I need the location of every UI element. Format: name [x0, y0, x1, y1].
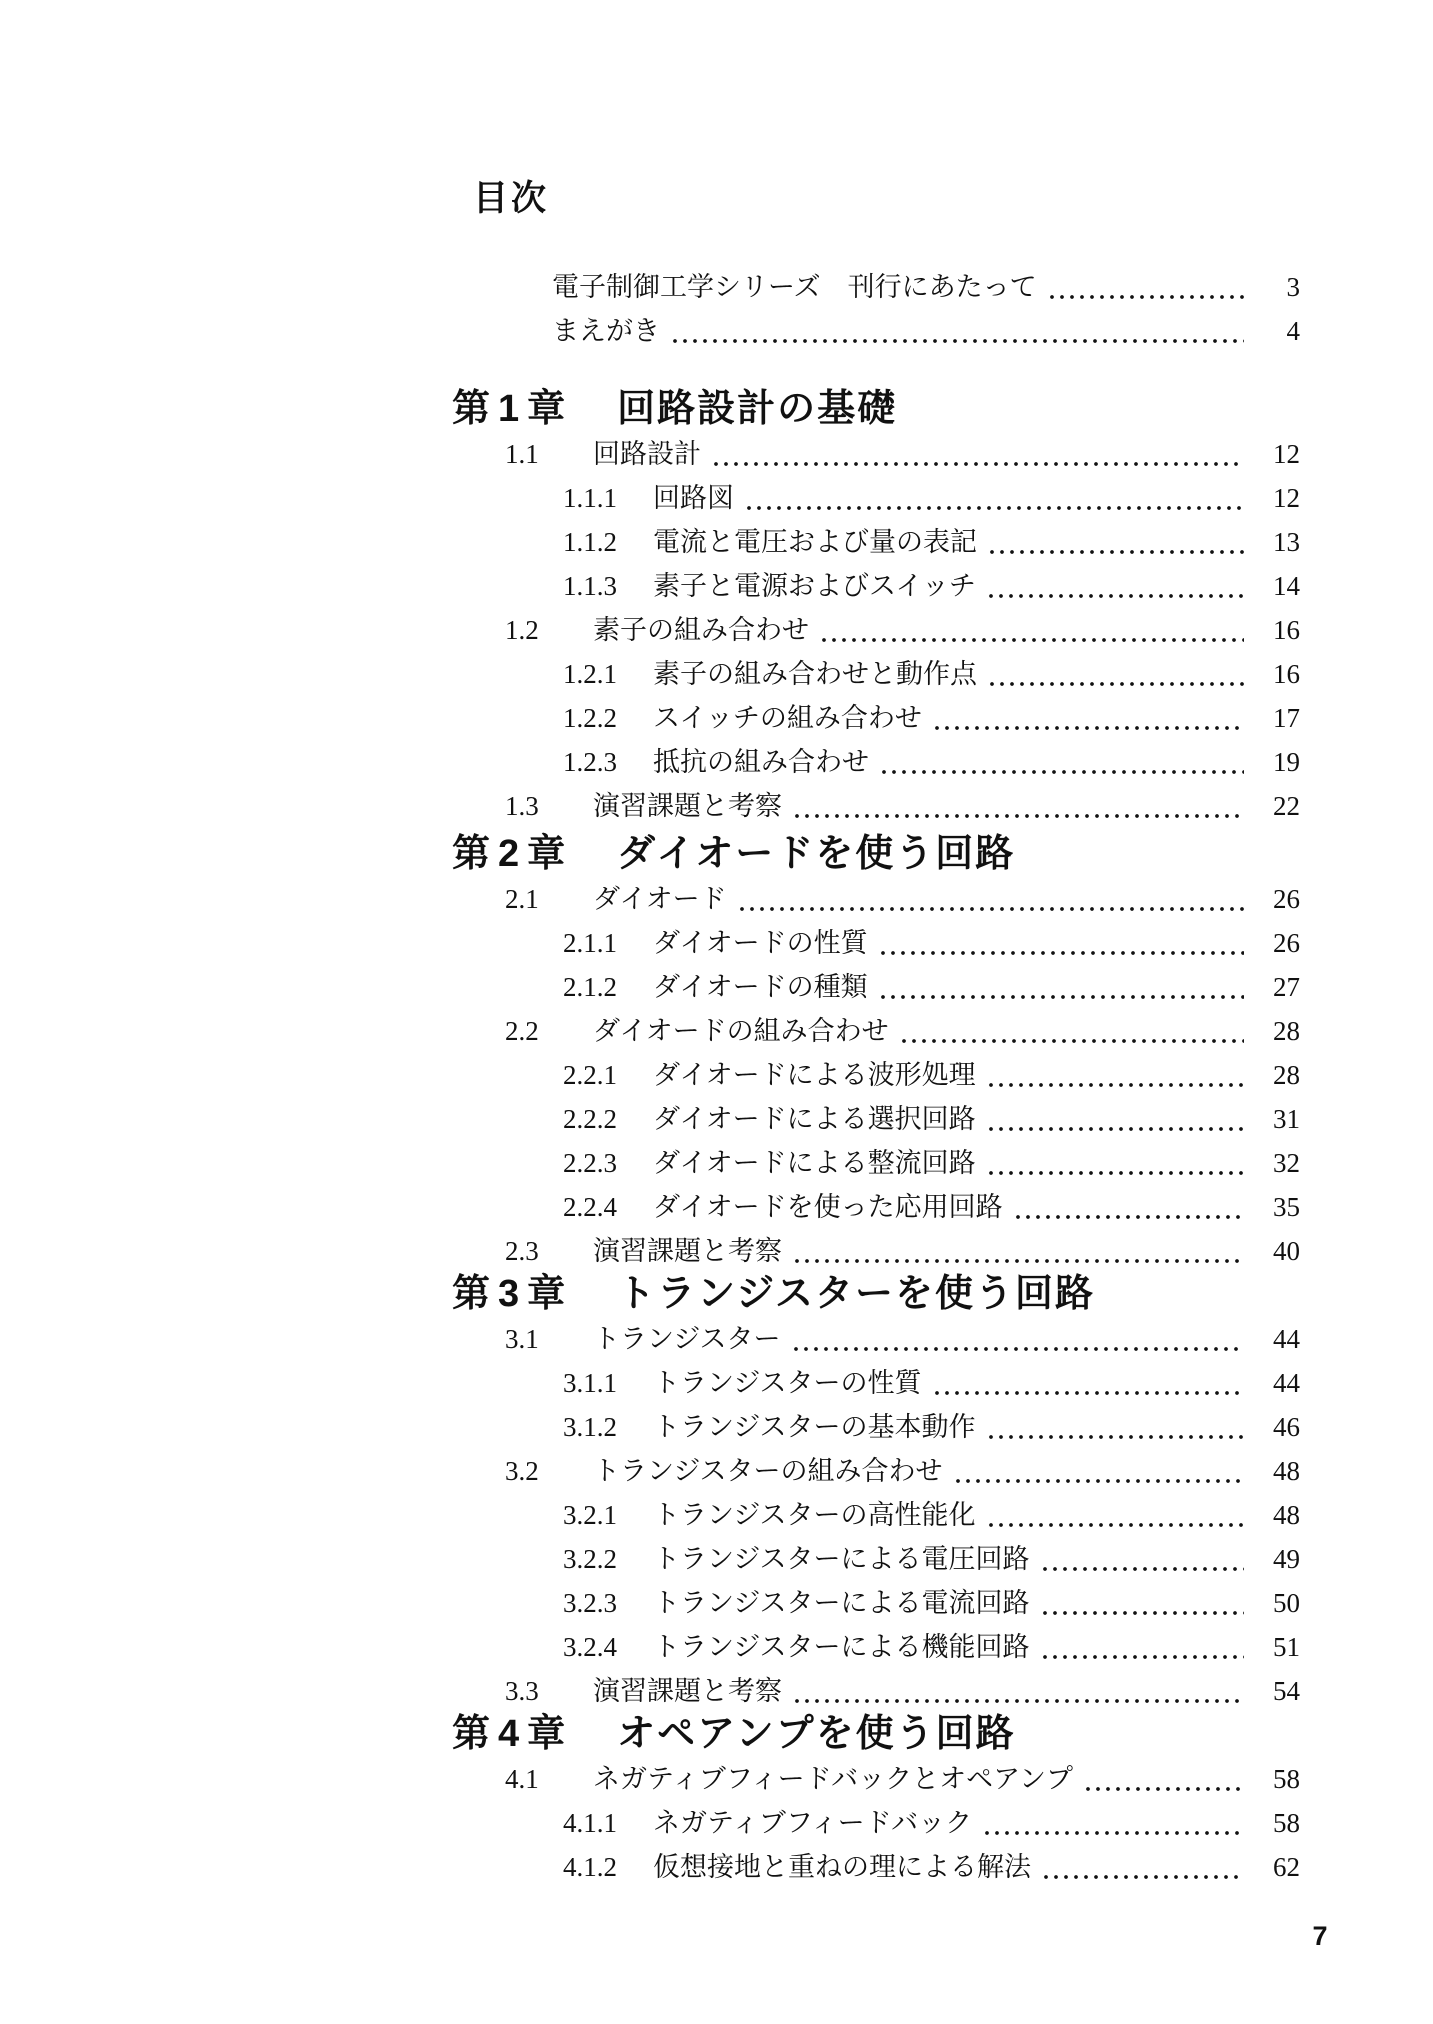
- entry-label: ダイオードの性質: [653, 928, 868, 958]
- dot-leader: [1040, 1581, 1244, 1625]
- chapter-section: [452, 1271, 1300, 1713]
- entry-number: 1.1: [505, 439, 539, 469]
- entry-label: 回路図: [653, 483, 734, 513]
- dot-leader: [792, 1669, 1244, 1713]
- entry-number: 3.2: [505, 1456, 539, 1486]
- entry-label: ネガティブフィードバック: [653, 1808, 973, 1838]
- dot-leader: [986, 564, 1244, 608]
- entry-page: 28: [1273, 1060, 1300, 1090]
- dot-leader: [737, 877, 1244, 921]
- entry-number: 4.1: [505, 1764, 539, 1794]
- entry-label: ダイオード: [593, 884, 727, 914]
- toc-entry: [452, 1493, 1300, 1537]
- dot-leader: [986, 1405, 1244, 1449]
- toc-entry: [452, 784, 1300, 828]
- entry-page: 44: [1273, 1368, 1300, 1398]
- dot-leader: [1040, 1537, 1244, 1581]
- entry-label: 演習課題と考察: [593, 1676, 782, 1706]
- dot-leader: [792, 1229, 1244, 1273]
- dot-leader: [878, 965, 1244, 1009]
- dot-leader: [986, 1097, 1244, 1141]
- entry-page: 3: [1286, 272, 1300, 302]
- chapter-title: トランジスターを使う回路: [617, 1273, 1096, 1315]
- chapter-title: ダイオードを使う回路: [617, 833, 1016, 875]
- toc-entry: [452, 1625, 1300, 1669]
- entry-number: 3.1: [505, 1324, 539, 1354]
- toc-entry: [452, 877, 1300, 921]
- entry-page: 27: [1273, 972, 1300, 1002]
- toc-entry: [452, 1801, 1300, 1845]
- toc-entry: [452, 1757, 1300, 1801]
- dot-leader: [953, 1449, 1244, 1493]
- chapter-heading: [452, 386, 1300, 432]
- entry-label: ダイオードによる整流回路: [653, 1148, 976, 1178]
- entry-label: トランジスターによる機能回路: [653, 1632, 1030, 1662]
- entry-page: 58: [1273, 1764, 1300, 1794]
- dot-leader: [987, 652, 1244, 696]
- entry-page: 62: [1273, 1852, 1300, 1882]
- toc-entry: [452, 965, 1300, 1009]
- toc-entry: [452, 1053, 1300, 1097]
- entry-page: 12: [1273, 439, 1300, 469]
- toc-entry: [452, 1317, 1300, 1361]
- page-number: 7: [1312, 1921, 1328, 1951]
- toc-entry: [452, 1449, 1300, 1493]
- entry-page: 17: [1273, 703, 1300, 733]
- toc-entry: [452, 740, 1300, 784]
- chapter-entries: [452, 1317, 1300, 1713]
- toc-entry: [452, 652, 1300, 696]
- entry-page: 35: [1273, 1192, 1300, 1222]
- entry-page: 22: [1273, 791, 1300, 821]
- entry-page: 44: [1273, 1324, 1300, 1354]
- entry-page: 26: [1273, 928, 1300, 958]
- toc-entry: [452, 432, 1300, 476]
- dot-leader: [1083, 1757, 1244, 1801]
- entry-label: 電子制御工学シリーズ 刊行にあたって: [552, 272, 1037, 302]
- dot-leader: [744, 476, 1244, 520]
- toc-entry: [452, 1405, 1300, 1449]
- entry-page: 13: [1273, 527, 1300, 557]
- chapter-heading: [452, 1271, 1300, 1317]
- entry-label: トランジスターによる電流回路: [653, 1588, 1030, 1618]
- entry-number: 2.2.1: [563, 1060, 617, 1090]
- chapter-section: [452, 1711, 1300, 1889]
- chapter-entries: [452, 1757, 1300, 1889]
- chapter-number: 第1章: [452, 388, 574, 430]
- chapter-title: 回路設計の基礎: [617, 388, 898, 430]
- entry-label: トランジスターの基本動作: [653, 1412, 976, 1442]
- entry-label: 素子と電源およびスイッチ: [653, 571, 976, 601]
- entry-number: 1.2.1: [563, 659, 617, 689]
- chapter-section: [452, 386, 1300, 828]
- entry-page: 14: [1273, 571, 1300, 601]
- entry-label: まえがき: [552, 316, 660, 346]
- dot-leader: [932, 696, 1244, 740]
- entry-number: 3.2.1: [563, 1500, 617, 1530]
- entry-number: 2.2: [505, 1016, 539, 1046]
- entry-number: 1.2.2: [563, 703, 617, 733]
- entry-number: 3.3: [505, 1676, 539, 1706]
- dot-leader: [819, 608, 1244, 652]
- entry-number: 1.2.3: [563, 747, 617, 777]
- entry-label: ダイオードを使った応用回路: [653, 1192, 1003, 1222]
- dot-leader: [878, 921, 1244, 965]
- chapter-section: [452, 831, 1300, 1273]
- entry-page: 31: [1273, 1104, 1300, 1134]
- entry-page: 19: [1273, 747, 1300, 777]
- entry-label: 素子の組み合わせ: [593, 615, 809, 645]
- entry-number: 1.1.2: [563, 527, 617, 557]
- toc-entry: [452, 564, 1300, 608]
- dot-leader: [986, 1493, 1244, 1537]
- entry-page: 16: [1273, 615, 1300, 645]
- toc-entry: [452, 1845, 1300, 1889]
- dot-leader: [879, 740, 1244, 784]
- toc-entry: [452, 1009, 1300, 1053]
- entry-page: 46: [1273, 1412, 1300, 1442]
- entry-number: 2.2.4: [563, 1192, 617, 1222]
- entry-number: 3.2.2: [563, 1544, 617, 1574]
- entry-label: 演習課題と考察: [593, 791, 782, 821]
- entry-page: 48: [1273, 1456, 1300, 1486]
- entry-number: 1.1.1: [563, 483, 617, 513]
- entry-label: ネガティブフィードバックとオペアンプ: [593, 1764, 1074, 1794]
- entry-page: 50: [1273, 1588, 1300, 1618]
- dot-leader: [1013, 1185, 1244, 1229]
- dot-leader: [1041, 1845, 1244, 1889]
- entry-label: 演習課題と考察: [593, 1236, 782, 1266]
- chapter-title: オペアンプを使う回路: [617, 1713, 1016, 1755]
- entry-number: 2.1.1: [563, 928, 617, 958]
- entry-label: 素子の組み合わせと動作点: [653, 659, 977, 689]
- chapter-heading: [452, 831, 1300, 877]
- entry-label: ダイオードの種類: [653, 972, 868, 1002]
- dot-leader: [987, 520, 1244, 564]
- entry-page: 32: [1273, 1148, 1300, 1178]
- dot-leader: [986, 1053, 1244, 1097]
- toc-entry: [452, 1537, 1300, 1581]
- entry-number: 1.3: [505, 791, 539, 821]
- entry-number: 2.1: [505, 884, 539, 914]
- entry-label: ダイオードによる選択回路: [653, 1104, 976, 1134]
- entry-label: 仮想接地と重ねの理による解法: [653, 1852, 1031, 1882]
- entry-page: 51: [1273, 1632, 1300, 1662]
- toc-entry: [452, 1669, 1300, 1713]
- entry-number: 3.2.3: [563, 1588, 617, 1618]
- front-matter-list: [452, 265, 1300, 353]
- entry-number: 2.3: [505, 1236, 539, 1266]
- toc-entry: [452, 265, 1300, 309]
- entry-page: 12: [1273, 483, 1300, 513]
- entry-label: 電流と電圧および量の表記: [653, 527, 977, 557]
- chapter-entries: [452, 432, 1300, 828]
- entry-page: 58: [1273, 1808, 1300, 1838]
- chapter-number: 第4章: [452, 1713, 574, 1755]
- entry-label: ダイオードによる波形処理: [653, 1060, 976, 1090]
- dot-leader: [982, 1801, 1244, 1845]
- entry-page: 40: [1273, 1236, 1300, 1266]
- entry-number: 1.2: [505, 615, 539, 645]
- toc-entry: [452, 1141, 1300, 1185]
- chapter-number: 第3章: [452, 1273, 574, 1315]
- dot-leader: [1047, 265, 1244, 309]
- toc-entry: [452, 921, 1300, 965]
- entry-label: スイッチの組み合わせ: [653, 703, 922, 733]
- dot-leader: [1040, 1625, 1244, 1669]
- entry-number: 4.1.1: [563, 1808, 617, 1838]
- entry-page: 26: [1273, 884, 1300, 914]
- entry-page: 49: [1273, 1544, 1300, 1574]
- page-title: 目次: [473, 179, 550, 218]
- toc-entry: [452, 1229, 1300, 1273]
- toc-entry: [452, 476, 1300, 520]
- entry-label: 回路設計: [593, 439, 701, 469]
- chapter-heading: [452, 1711, 1300, 1757]
- toc-entry: [452, 1581, 1300, 1625]
- entry-page: 16: [1273, 659, 1300, 689]
- entry-number: 3.1.2: [563, 1412, 617, 1442]
- entry-number: 1.1.3: [563, 571, 617, 601]
- dot-leader: [791, 1317, 1244, 1361]
- dot-leader: [986, 1141, 1244, 1185]
- entry-number: 4.1.2: [563, 1852, 617, 1882]
- entry-page: 4: [1286, 316, 1300, 346]
- chapter-number: 第2章: [452, 833, 574, 875]
- entry-label: トランジスターの性質: [653, 1368, 922, 1398]
- entry-label: トランジスターによる電圧回路: [653, 1544, 1030, 1574]
- toc-entry: [452, 309, 1300, 353]
- entry-number: 3.1.1: [563, 1368, 617, 1398]
- dot-leader: [670, 309, 1244, 353]
- entry-label: 抵抗の組み合わせ: [653, 747, 869, 777]
- entry-page: 48: [1273, 1500, 1300, 1530]
- dot-leader: [899, 1009, 1244, 1053]
- entry-label: ダイオードの組み合わせ: [593, 1016, 889, 1046]
- entry-label: トランジスターの高性能化: [653, 1500, 976, 1530]
- entry-label: トランジスターの組み合わせ: [593, 1456, 943, 1486]
- toc-entry: [452, 1185, 1300, 1229]
- entry-page: 28: [1273, 1016, 1300, 1046]
- dot-leader: [792, 784, 1244, 828]
- entry-label: トランジスター: [593, 1324, 781, 1354]
- toc-entry: [452, 696, 1300, 740]
- toc-entry: [452, 608, 1300, 652]
- toc-entry: [452, 520, 1300, 564]
- entry-page: 54: [1273, 1676, 1300, 1706]
- chapter-entries: [452, 877, 1300, 1273]
- entry-number: 2.2.3: [563, 1148, 617, 1178]
- toc-entry: [452, 1361, 1300, 1405]
- dot-leader: [711, 432, 1244, 476]
- entry-number: 2.1.2: [563, 972, 617, 1002]
- toc-entry: [452, 1097, 1300, 1141]
- entry-number: 2.2.2: [563, 1104, 617, 1134]
- entry-number: 3.2.4: [563, 1632, 617, 1662]
- dot-leader: [932, 1361, 1244, 1405]
